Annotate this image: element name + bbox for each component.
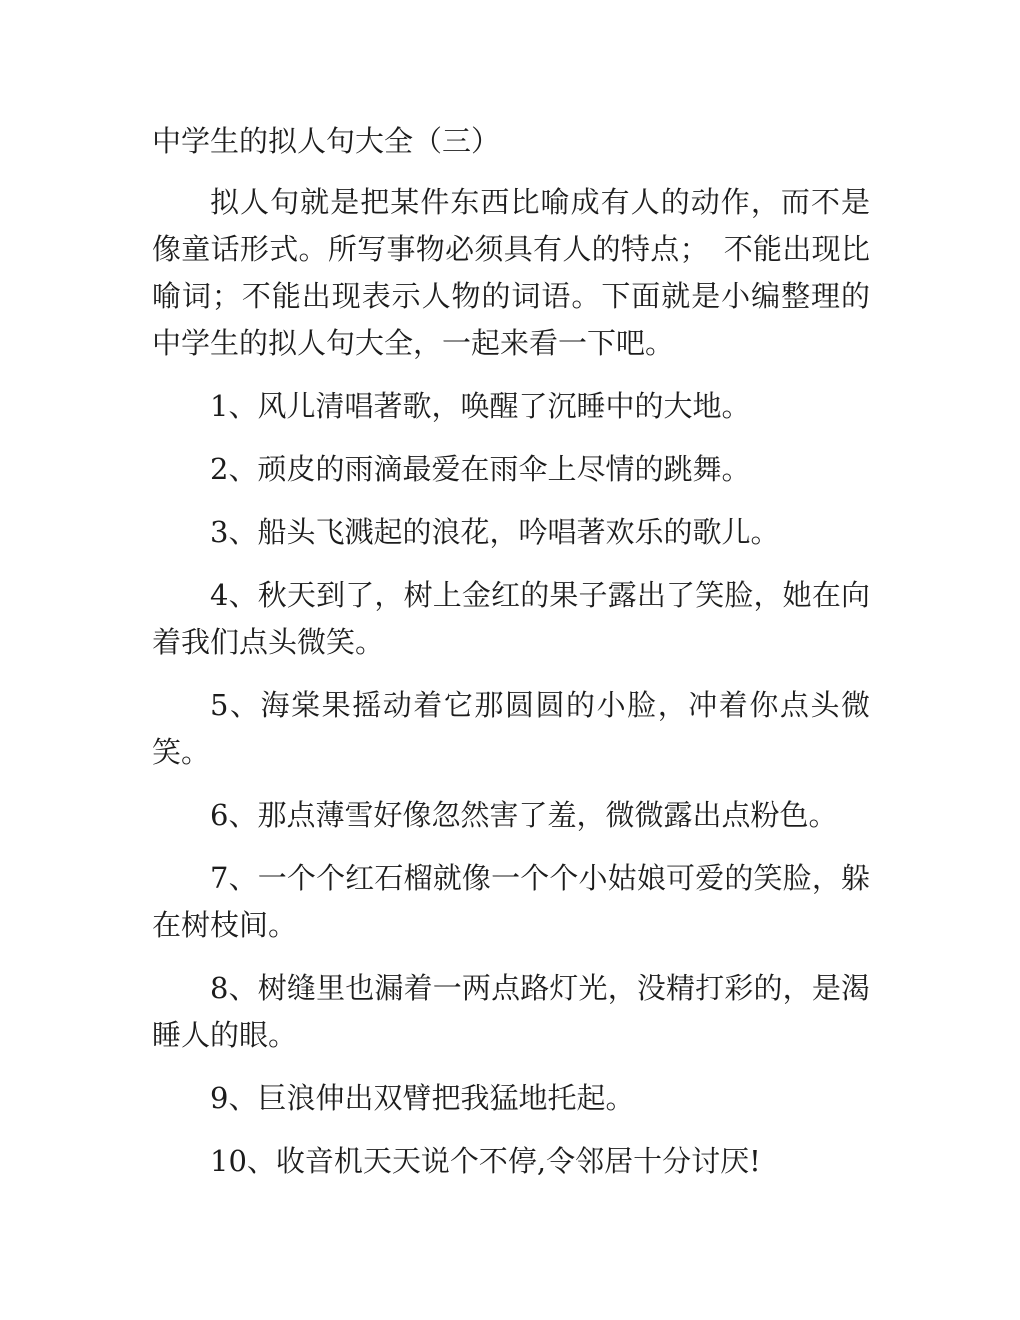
list-item: 4、秋天到了，树上金红的果子露出了笑脸，她在向着我们点头微笑。 xyxy=(152,578,870,659)
intro-paragraph: 拟人句就是把某件东西比喻成有人的动作，而不是像童话形式。所写事物必须具有人的特点； 不能出现比喻词；不能出现表示人物的词语。下面就是小编整理的中学生的拟人句大全，一起来看一下吧。 xyxy=(152,185,870,360)
list-item: 8、树缝里也漏着一两点路灯光，没精打彩的，是渴睡人的眼。 xyxy=(152,971,870,1052)
list-item: 6、那点薄雪好像忽然害了羞，微微露出点粉色。 xyxy=(210,798,838,832)
list-item: 9、巨浪伸出双臂把我猛地托起。 xyxy=(210,1081,635,1115)
list-item: 3、船头飞溅起的浪花，吟唱著欢乐的歌儿。 xyxy=(210,515,780,549)
list-item: 10、收音机天天说个不停,令邻居十分讨厌! xyxy=(210,1144,761,1178)
list-item: 7、一个个红石榴就像一个个小姑娘可爱的笑脸，躲在树枝间。 xyxy=(152,861,870,942)
list-item: 2、顽皮的雨滴最爱在雨伞上尽情的跳舞。 xyxy=(210,452,751,486)
list-item: 5、海棠果摇动着它那圆圆的小脸，冲着你点头微笑。 xyxy=(152,688,870,769)
list-item: 1、风儿清唱著歌，唤醒了沉睡中的大地。 xyxy=(210,389,751,423)
page-title: 中学生的拟人句大全（三） xyxy=(152,124,501,158)
